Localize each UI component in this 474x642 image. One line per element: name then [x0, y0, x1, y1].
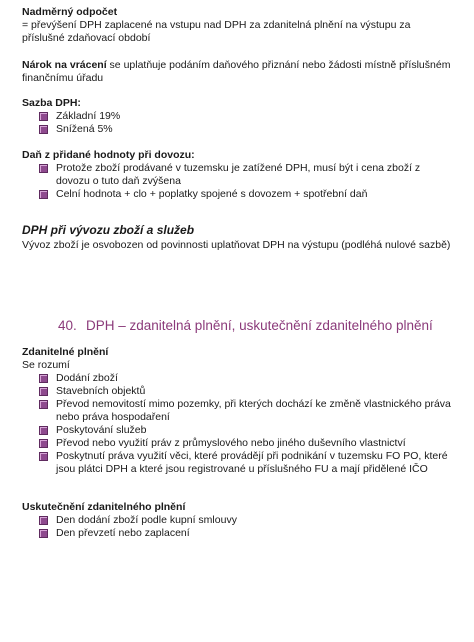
- list-item-text: Převod nemovitostí mimo pozemky, při kterých dochází ke změně vlastnického práva nebo práva hospodaření: [56, 398, 451, 423]
- list-item: [22, 424, 452, 437]
- sazba-heading: Sazba DPH:: [22, 97, 81, 109]
- sazba-list: [22, 110, 452, 136]
- bullet-icon: [39, 452, 48, 461]
- list-item: [22, 398, 452, 424]
- bullet-icon: [39, 190, 48, 199]
- list-item: [22, 110, 452, 123]
- bullet-icon: [39, 516, 48, 525]
- sazba-block: [22, 97, 452, 136]
- nadmerny-odpocet-heading: Nadměrný odpočet: [22, 6, 118, 18]
- list-item-text: Den převzetí nebo zaplacení: [56, 527, 190, 539]
- list-item: [22, 437, 452, 450]
- section-40-heading: [58, 319, 458, 332]
- uskutecneni-list: [22, 514, 452, 540]
- uskutecneni-block: [22, 501, 452, 540]
- zdanitelne-heading: Zdanitelné plnění: [22, 346, 109, 358]
- list-item-text: Protože zboží prodávané v tuzemsku je zatížené DPH, musí být i cena zboží z dovozu o tuto daň zvýšena: [56, 162, 421, 187]
- narok-vraceni-paragraph: [22, 59, 452, 85]
- list-item: [22, 450, 452, 476]
- narok-vraceni-heading: Nárok na vrácení: [22, 59, 107, 71]
- list-item-text: Stavebních objektů: [56, 385, 146, 397]
- list-item-text: Den dodání zboží podle kupní smlouvy: [56, 514, 237, 526]
- list-item-text: Převod nebo využití práv z průmyslového nebo jiného duševního vlastnictví: [56, 437, 406, 449]
- list-item-text: Celní hodnota + clo + poplatky spojené s dovozem + spotřební daň: [56, 188, 368, 200]
- section-number: 40.: [58, 318, 77, 333]
- bullet-icon: [39, 387, 48, 396]
- section-heading-line: [58, 319, 458, 332]
- bullet-icon: [39, 112, 48, 121]
- section-title: DPH – zdanitelná plnění, uskutečnění zdanitelného plnění: [86, 318, 433, 333]
- vyvoz-text: Vývoz zboží je osvobozen od povinnosti uplatňovat DPH na výstupu (podléhá nulové sazbě): [22, 239, 451, 251]
- zdanitelne-intro: Se rozumí: [22, 359, 70, 371]
- zdanitelne-list: [22, 372, 452, 476]
- list-item: [22, 385, 452, 398]
- narok-vraceni-block: [22, 59, 452, 85]
- bullet-icon: [39, 426, 48, 435]
- list-item-text: Poskytnutí práva využití věci, které provádějí při podnikání v tuzemsku FO PO, které jsou plátci DPH a které jsou registrované u příslušného FU a mají přidělené IČO: [56, 450, 448, 475]
- bullet-icon: [39, 529, 48, 538]
- vyvoz-block: [22, 224, 452, 252]
- list-item: [22, 514, 452, 527]
- narok-vraceni-text: se uplatňuje podáním daňového přiznání nebo žádosti místně příslušném finančnímu úřadu: [22, 59, 451, 84]
- list-item-text: Poskytování služeb: [56, 424, 147, 436]
- dovoz-block: [22, 149, 452, 201]
- bullet-icon: [39, 374, 48, 383]
- dovoz-list: [22, 162, 452, 201]
- nadmerny-odpocet-text: = převýšení DPH zaplacené na vstupu nad DPH za zdanitelná plnění na výstupu za příslušné zdaňovací období: [22, 19, 411, 44]
- list-item: [22, 123, 452, 136]
- list-item-text: Základní 19%: [56, 110, 121, 122]
- vyvoz-heading: DPH při vývozu zboží a služeb: [22, 223, 195, 237]
- bullet-icon: [39, 125, 48, 134]
- list-item: [22, 162, 452, 188]
- uskutecneni-heading: Uskutečnění zdanitelného plnění: [22, 501, 186, 513]
- dovoz-heading: Daň z přidané hodnoty při dovozu:: [22, 149, 195, 161]
- bullet-icon: [39, 164, 48, 173]
- list-item: [22, 372, 452, 385]
- list-item-text: Snížená 5%: [56, 123, 113, 135]
- zdanitelne-plneni-block: [22, 346, 452, 476]
- bullet-icon: [39, 439, 48, 448]
- nadmerny-odpocet-block: [22, 6, 452, 45]
- list-item: [22, 527, 452, 540]
- list-item: [22, 188, 452, 201]
- list-item-text: Dodání zboží: [56, 372, 118, 384]
- bullet-icon: [39, 400, 48, 409]
